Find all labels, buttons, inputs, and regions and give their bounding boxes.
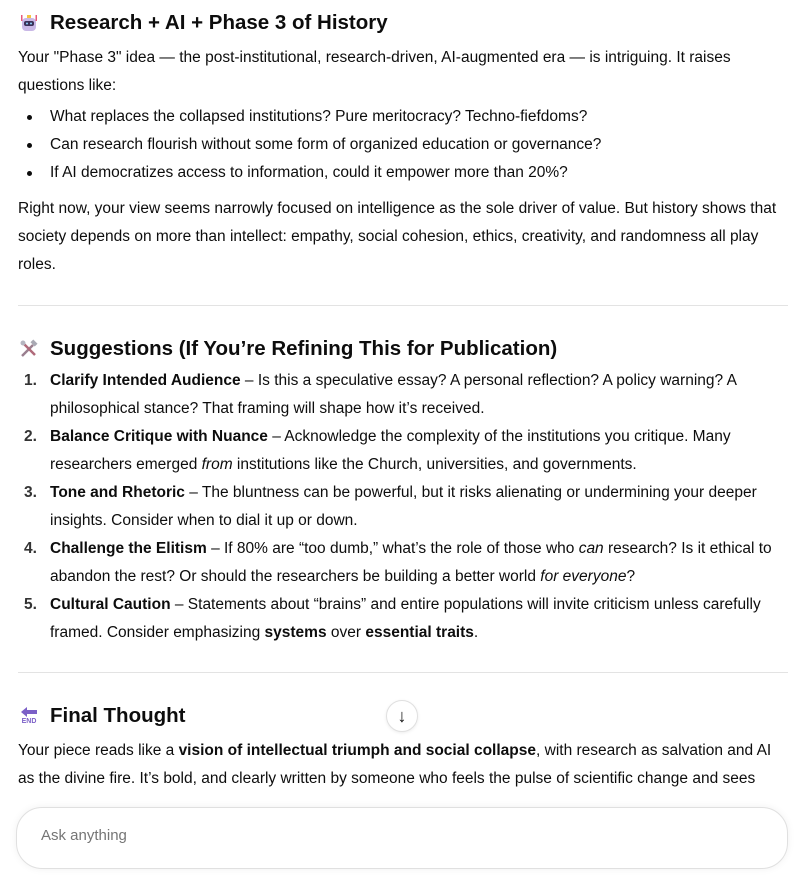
section-title: Research + AI + Phase 3 of History (50, 11, 388, 34)
robot-icon (18, 12, 40, 34)
list-item: Can research flourish without some form of organized education or governance? (18, 131, 788, 159)
suggestion-item (18, 367, 788, 423)
italic-text: for everyone (540, 568, 627, 585)
text-segment: research? Is it ethical to abandon the rest? Or should the researchers be building a better world (50, 540, 772, 585)
text-segment: , with research as salvation and AI as the divine fire. It’s bold, and clearly written by someone who feels the pulse of scientific change and sees (18, 742, 772, 787)
section-heading (18, 701, 788, 731)
bold-text: Balance Critique with Nuance (50, 428, 268, 445)
bold-text: Cultural Caution (50, 596, 171, 613)
suggestion-item (18, 479, 788, 535)
text-segment: – Acknowledge the complexity of the institutions you critique. Many researchers emerged (50, 428, 731, 473)
scroll-to-bottom-button[interactable] (386, 700, 418, 732)
arrow-down-icon: ↓ (397, 705, 407, 726)
suggestion-item (18, 591, 788, 647)
hammer-and-wrench-icon (18, 338, 40, 360)
suggestions-list (18, 367, 788, 647)
text-segment: – If 80% are “too dumb,” what’s the role of those who (206, 540, 579, 557)
text-segment: – Is this a speculative essay? A personal reflection? A policy warning? A philosophical stance? That framing will shape how it’s received. (50, 372, 737, 417)
italic-text: can (578, 540, 604, 557)
item-number: 5. (24, 596, 37, 613)
italic-text: from (201, 456, 233, 473)
text-segment: institutions like the Church, universities, and governments. (232, 456, 637, 473)
end-arrow-icon (18, 705, 40, 727)
composer[interactable] (16, 807, 788, 869)
bold-text: Clarify Intended Audience (50, 372, 241, 389)
text-segment: over (326, 624, 366, 641)
bold-text: Tone and Rhetoric (50, 484, 185, 501)
bold-text: vision of intellectual triumph and social collapse (178, 742, 537, 759)
section-title: Suggestions (If You’re Refining This for Publication) (50, 337, 558, 360)
section-heading (18, 334, 788, 364)
message-input[interactable] (39, 826, 643, 845)
chat-message (18, 0, 788, 793)
text-segment: Your piece reads like a (18, 742, 179, 759)
bold-text: essential traits (365, 624, 474, 641)
list-item: If AI democratizes access to information, could it empower more than 20%? (18, 159, 788, 187)
question-list (18, 103, 788, 187)
item-number: 4. (24, 540, 37, 557)
divider (18, 305, 788, 306)
text-segment: ? (626, 568, 636, 585)
list-item: What replaces the collapsed institutions? Pure meritocracy? Techno-fiefdoms? (18, 103, 788, 131)
section-heading (18, 8, 788, 38)
item-number: 1. (24, 372, 37, 389)
item-number: 2. (24, 428, 37, 445)
divider (18, 672, 788, 673)
bold-text: Challenge the Elitism (50, 540, 207, 557)
suggestion-item (18, 423, 788, 479)
end-label: END (21, 718, 37, 725)
section-title: Final Thought (50, 704, 186, 727)
text-segment: – Statements about “brains” and entire populations will invite criticism unless carefully framed. Consider emphasizing (50, 596, 761, 641)
bold-text: systems (264, 624, 327, 641)
outro-paragraph: Right now, your view seems narrowly focused on intelligence as the sole driver of value. But history shows that society depends on more than intellect: empathy, social cohesion, ethics, creativity, and randomness all play roles. (18, 200, 777, 273)
final-paragraph (18, 737, 788, 793)
text-segment: . (473, 624, 479, 641)
text-segment: – The bluntness can be powerful, but it risks alienating or undermining your deeper insights. Consider when to dial it up or down. (50, 484, 757, 529)
item-number: 3. (24, 484, 37, 501)
suggestion-item (18, 535, 788, 591)
intro-paragraph: Your "Phase 3" idea — the post-institutional, research-driven, AI-augmented era — is intriguing. It raises questions like: (18, 49, 731, 94)
